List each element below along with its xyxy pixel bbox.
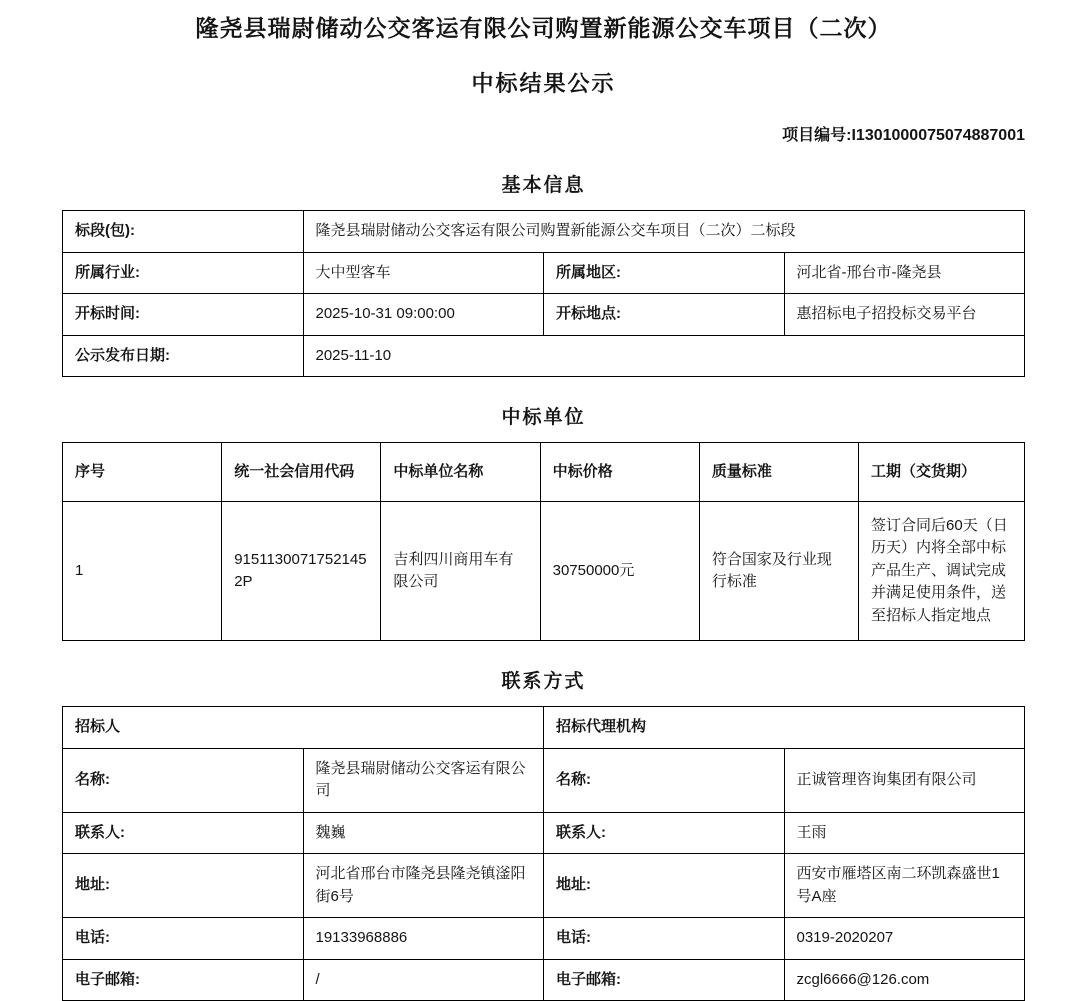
agency-name-label: 名称: xyxy=(544,748,785,812)
agency-email-label: 电子邮箱: xyxy=(544,959,785,1001)
tenderer-address-value: 河北省邢台市隆尧县隆尧镇滏阳街6号 xyxy=(303,854,544,918)
table-row xyxy=(63,502,1025,641)
tenderer-contact-value: 魏巍 xyxy=(303,812,544,854)
section-heading-winner: 中标单位 xyxy=(501,407,586,428)
tenderer-phone-label: 电话: xyxy=(63,918,304,960)
open-time-value: 2025-10-31 09:00:00 xyxy=(303,294,544,336)
publish-date-label: 公示发布日期: xyxy=(63,335,304,377)
agency-address-label: 地址: xyxy=(544,854,785,918)
section-heading-basic-info: 基本信息 xyxy=(501,175,586,196)
winner-duration: 签订合同后60天（日历天）内将全部中标产品生产、调试完成并满足使用条件，送至招标人指定地点 xyxy=(859,502,1025,641)
winner-header-quality: 质量标准 xyxy=(699,443,858,502)
agency-contact-value: 王雨 xyxy=(784,812,1025,854)
winner-header-credit-code: 统一社会信用代码 xyxy=(222,443,381,502)
tenderer-name-label: 名称: xyxy=(63,748,304,812)
table-row xyxy=(63,959,1025,1001)
winner-price: 30750000元 xyxy=(540,502,699,641)
open-time-label: 开标时间: xyxy=(63,294,304,336)
tenderer-phone-value: 19133968886 xyxy=(303,918,544,960)
agency-phone-value: 0319-2020207 xyxy=(784,918,1025,960)
region-value: 河北省-邢台市-隆尧县 xyxy=(784,252,1025,294)
winner-name: 吉利四川商用车有限公司 xyxy=(381,502,540,641)
section-heading-contact: 联系方式 xyxy=(501,671,586,692)
open-place-value: 惠招标电子招投标交易平台 xyxy=(784,294,1025,336)
bid-section-value: 隆尧县瑞尉储动公交客运有限公司购置新能源公交车项目（二次）二标段 xyxy=(303,211,1025,253)
tenderer-contact-label: 联系人: xyxy=(63,812,304,854)
tenderer-address-label: 地址: xyxy=(63,854,304,918)
document-title-line2: 中标结果公示 xyxy=(471,71,616,96)
winner-header-seq: 序号 xyxy=(63,443,222,502)
publish-date-value: 2025-11-10 xyxy=(303,335,1025,377)
agency-contact-label: 联系人: xyxy=(544,812,785,854)
winner-header-name: 中标单位名称 xyxy=(381,443,540,502)
agency-name-value: 正诚管理咨询集团有限公司 xyxy=(784,748,1025,812)
table-row xyxy=(63,294,1025,336)
tenderer-name-value: 隆尧县瑞尉储动公交客运有限公司 xyxy=(303,748,544,812)
winner-seq: 1 xyxy=(63,502,222,641)
basic-info-table xyxy=(62,210,1025,377)
tenderer-header: 招标人 xyxy=(63,707,544,749)
project-number: 项目编号:I1301000075074887001 xyxy=(782,127,1025,144)
region-label: 所属地区: xyxy=(544,252,785,294)
winner-quality: 符合国家及行业现行标准 xyxy=(699,502,858,641)
winner-header-price: 中标价格 xyxy=(540,443,699,502)
agency-email-value: zcgl6666@126.com xyxy=(784,959,1025,1001)
tenderer-email-value: / xyxy=(303,959,544,1001)
industry-label: 所属行业: xyxy=(63,252,304,294)
winner-credit-code: 91511300717521452P xyxy=(222,502,381,641)
bid-section-label: 标段(包): xyxy=(63,211,304,253)
contact-table xyxy=(62,706,1025,1001)
winner-header-duration: 工期（交货期） xyxy=(859,443,1025,502)
agency-header: 招标代理机构 xyxy=(544,707,1025,749)
table-header-row xyxy=(63,707,1025,749)
table-row xyxy=(63,812,1025,854)
table-row xyxy=(63,211,1025,253)
table-row xyxy=(63,748,1025,812)
table-row xyxy=(63,854,1025,918)
table-row xyxy=(63,252,1025,294)
open-place-label: 开标地点: xyxy=(544,294,785,336)
industry-value: 大中型客车 xyxy=(303,252,544,294)
table-row xyxy=(63,335,1025,377)
winner-table xyxy=(62,442,1025,641)
table-row xyxy=(63,918,1025,960)
agency-address-value: 西安市雁塔区南二环凯森盛世1号A座 xyxy=(784,854,1025,918)
agency-phone-label: 电话: xyxy=(544,918,785,960)
table-header-row xyxy=(63,443,1025,502)
document-title-line1: 隆尧县瑞尉储动公交客运有限公司购置新能源公交车项目（二次） xyxy=(195,15,892,41)
tenderer-email-label: 电子邮箱: xyxy=(63,959,304,1001)
